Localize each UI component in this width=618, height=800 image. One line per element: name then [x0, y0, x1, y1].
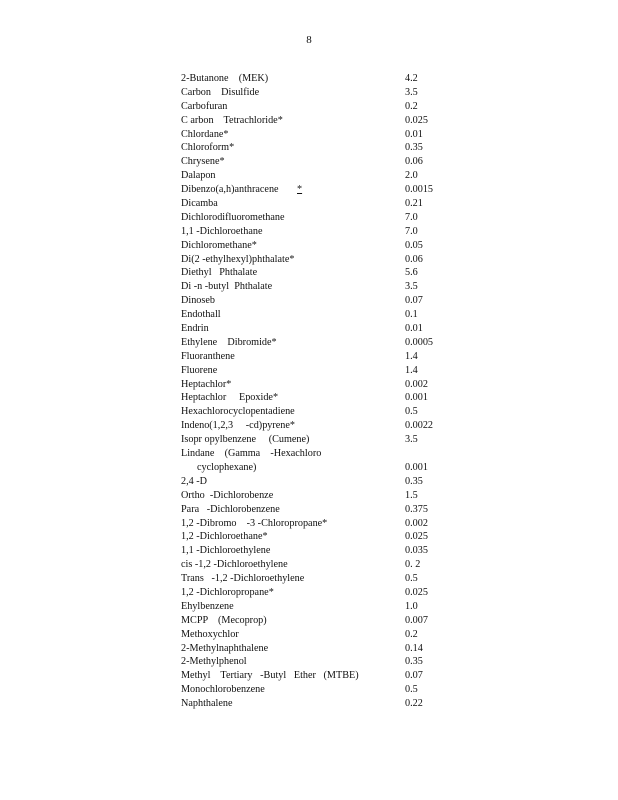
- page-number: 8: [306, 34, 312, 46]
- list-item: [181, 544, 441, 558]
- limit-value: 0.2: [405, 628, 418, 640]
- chemical-name: Diethyl Phthalate: [181, 267, 258, 279]
- footnote-marker: *: [297, 184, 303, 196]
- chemical-name: Ehylbenzene: [181, 600, 234, 612]
- chemical-name: Chloroform*: [181, 142, 235, 154]
- list-item: [181, 364, 441, 378]
- list-item: [181, 336, 441, 350]
- chemical-name: Dinoseb: [181, 295, 215, 307]
- limit-value: 0.05: [405, 239, 423, 251]
- list-item: [181, 322, 441, 336]
- limit-value: 0.07: [405, 670, 423, 682]
- limit-value: 0.5: [405, 684, 418, 696]
- limit-value: 0.06: [405, 156, 423, 168]
- list-item: [181, 405, 441, 419]
- chemical-name: cis -1,2 -Dichloroethylene: [181, 559, 288, 571]
- limit-value: 0.06: [405, 253, 423, 265]
- list-item: [181, 683, 441, 697]
- limit-value: 0.002: [405, 378, 428, 390]
- limit-value: 0.2: [405, 100, 418, 112]
- limit-value: 0.025: [405, 531, 428, 543]
- chemical-name: Dicamba: [181, 198, 218, 210]
- chemical-name: Para -Dichlorobenzene: [181, 503, 280, 515]
- list-item: [181, 294, 441, 308]
- limit-value: 0.35: [405, 142, 423, 154]
- limit-value: 0.21: [405, 198, 423, 210]
- list-item: [181, 253, 441, 267]
- list-item: [181, 280, 441, 294]
- limit-value: 0.007: [405, 614, 428, 626]
- list-item: [181, 308, 441, 322]
- list-item: [181, 225, 441, 239]
- chemical-name: Ethylene Dibromide*: [181, 336, 277, 348]
- chemical-name: 2-Methylphenol: [181, 656, 247, 668]
- limit-value: 0.001: [405, 392, 428, 404]
- limit-value: 0.375: [405, 503, 428, 515]
- chemical-name: Ortho -Dichlorobenze: [181, 489, 274, 501]
- chemical-name: Dibenzo(a,h)anthracene: [181, 184, 279, 196]
- limit-value: 1.4: [405, 350, 418, 362]
- chemical-name: 1,1 -Dichloroethane: [181, 225, 263, 237]
- list-item: [181, 517, 441, 531]
- chemical-name: Chrysene*: [181, 156, 225, 168]
- chemical-name: MCPP (Mecoprop): [181, 614, 267, 626]
- chemical-name: Trans -1,2 -Dichloroethylene: [181, 573, 305, 585]
- limit-value: 0.025: [405, 586, 428, 598]
- list-item: [181, 211, 441, 225]
- list-item: [181, 586, 441, 600]
- limit-value: 0.001: [405, 461, 428, 473]
- limit-value: 1.5: [405, 489, 418, 501]
- limit-value: 1.0: [405, 600, 418, 612]
- list-item: [181, 114, 441, 128]
- list-item: [181, 391, 441, 405]
- chemical-name: Carbofuran: [181, 100, 228, 112]
- limit-value: 0.0005: [405, 336, 434, 348]
- limit-value: 2.0: [405, 170, 418, 182]
- limit-value: 7.0: [405, 211, 418, 223]
- chemical-name: 2-Methylnaphthalene: [181, 642, 269, 654]
- chemical-name: Endothall: [181, 309, 221, 321]
- limit-value: 0.35: [405, 475, 423, 487]
- chemical-name: 2,4 -D: [181, 475, 208, 487]
- list-item: [181, 475, 441, 489]
- list-item: [181, 266, 441, 280]
- chemical-name: Methyl Tertiary -Butyl Ether (MTBE): [181, 670, 359, 682]
- list-item: [181, 72, 441, 86]
- limit-value: 0.35: [405, 656, 423, 668]
- chemical-name-continuation: cyclophexane): [197, 461, 257, 473]
- limit-value: 0.025: [405, 114, 428, 126]
- chemical-name: Naphthalene: [181, 698, 233, 710]
- chemical-name: 1,2 -Dibromo -3 -Chloropropane*: [181, 517, 328, 529]
- chemical-name: Di(2 -ethylhexyl)phthalate*: [181, 253, 295, 265]
- limit-value: 7.0: [405, 225, 418, 237]
- chemical-name: Isopr opylbenzene (Cumene): [181, 434, 310, 446]
- limit-value: 0.5: [405, 406, 418, 418]
- chemical-limits-list: [181, 72, 441, 711]
- list-item: [181, 419, 441, 433]
- chemical-name: Methoxychlor: [181, 628, 239, 640]
- list-item: [181, 697, 441, 711]
- limit-value: 5.6: [405, 267, 418, 279]
- chemical-name: C arbon Tetrachloride*: [181, 114, 283, 126]
- list-item: [181, 128, 441, 142]
- limit-value: 0. 2: [405, 559, 421, 571]
- chemical-name: Dichlorodifluoromethane: [181, 211, 285, 223]
- limit-value: 0.07: [405, 295, 423, 307]
- list-item: [181, 489, 441, 503]
- limit-value: 0.01: [405, 128, 423, 140]
- chemical-name: Hexachlorocyclopentadiene: [181, 406, 295, 418]
- limit-value: 0.035: [405, 545, 428, 557]
- chemical-name: Carbon Disulfide: [181, 86, 260, 98]
- limit-value: 0.22: [405, 698, 423, 710]
- chemical-name: Endrin: [181, 323, 209, 335]
- list-item: [181, 572, 441, 586]
- chemical-name: Dalapon: [181, 170, 216, 182]
- chemical-name: Monochlorobenzene: [181, 684, 265, 696]
- list-item: [181, 530, 441, 544]
- chemical-name: Fluorene: [181, 364, 218, 376]
- list-item: [181, 141, 441, 155]
- list-item: [181, 169, 441, 183]
- list-item: [181, 155, 441, 169]
- chemical-name: Indeno(1,2,3 -cd)pyrene*: [181, 420, 296, 432]
- chemical-name: Chlordane*: [181, 128, 229, 140]
- chemical-name: Lindane (Gamma -Hexachloro: [181, 448, 322, 460]
- list-item: [181, 628, 441, 642]
- limit-value: 0.0022: [405, 420, 434, 432]
- list-item: [181, 350, 441, 364]
- limit-value: 0.1: [405, 309, 418, 321]
- list-item: [181, 86, 441, 100]
- list-item: [181, 503, 441, 517]
- list-item: [181, 239, 441, 253]
- limit-value: 3.5: [405, 86, 418, 98]
- chemical-name: Di -n -butyl Phthalate: [181, 281, 273, 293]
- limit-value: 4.2: [405, 73, 418, 84]
- list-item: [181, 447, 441, 475]
- list-item: [181, 642, 441, 656]
- list-item: [181, 378, 441, 392]
- list-item: [181, 183, 441, 197]
- list-item: [181, 600, 441, 614]
- limit-value: 3.5: [405, 434, 418, 446]
- chemical-name: Heptachlor*: [181, 378, 232, 390]
- list-item: [181, 100, 441, 114]
- list-item: [181, 433, 441, 447]
- chemical-name: 1,2 -Dichloropropane*: [181, 586, 274, 598]
- list-item: [181, 655, 441, 669]
- list-item: [181, 669, 441, 683]
- chemical-name: 1,2 -Dichloroethane*: [181, 531, 268, 543]
- chemical-name: 2-Butanone (MEK): [181, 73, 269, 84]
- list-item: [181, 558, 441, 572]
- limit-value: 1.4: [405, 364, 418, 376]
- chemical-name: 1,1 -Dichloroethylene: [181, 545, 271, 557]
- limit-value: 0.0015: [405, 184, 434, 196]
- limit-value: 0.5: [405, 573, 418, 585]
- chemical-name: Heptachlor Epoxide*: [181, 392, 279, 404]
- limit-value: 0.002: [405, 517, 428, 529]
- limit-value: 0.01: [405, 323, 423, 335]
- list-item: [181, 614, 441, 628]
- list-item: [181, 197, 441, 211]
- chemical-name: Fluoranthene: [181, 350, 235, 362]
- limit-value: 0.14: [405, 642, 423, 654]
- chemical-name: Dichloromethane*: [181, 239, 257, 251]
- limit-value: 3.5: [405, 281, 418, 293]
